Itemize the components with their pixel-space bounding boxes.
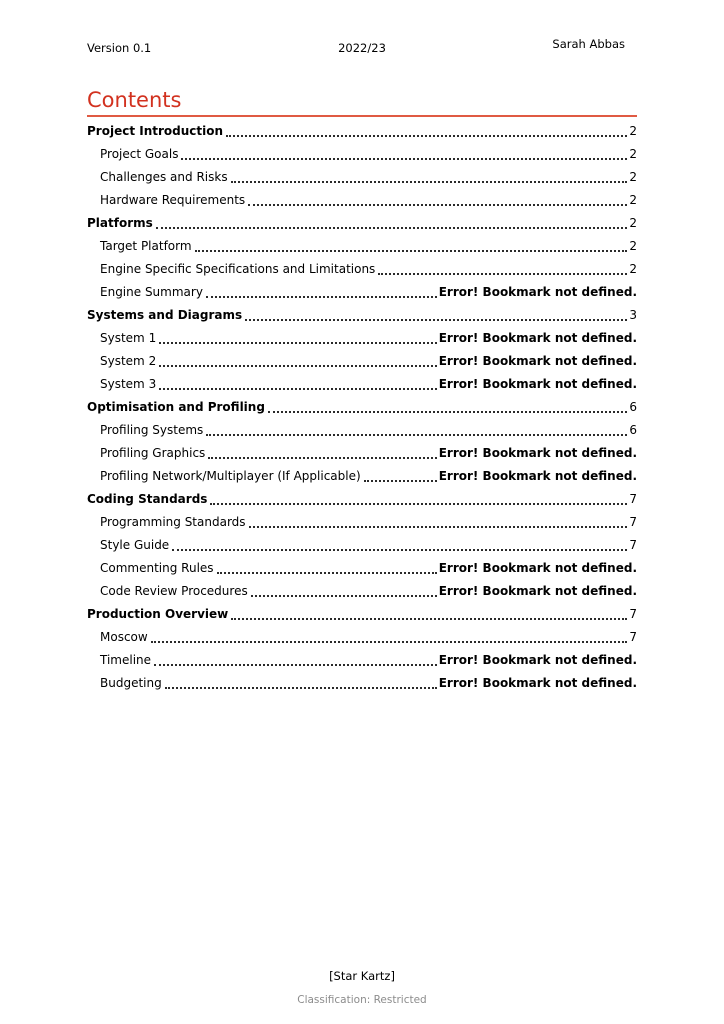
toc-entry[interactable] [87,372,637,395]
toc-entry-page: 2 [629,147,637,161]
dot-leader [251,595,437,597]
toc-entry[interactable] [87,487,637,510]
dot-leader [249,526,628,528]
toc-entry-page: 7 [629,492,637,506]
table-of-contents [87,119,637,694]
toc-entry[interactable] [87,349,637,372]
dot-leader [156,227,628,229]
header-year: 2022/23 [338,41,386,55]
toc-entry-error: Error! Bookmark not defined. [438,446,637,460]
toc-entry-label: Code Review Procedures [100,584,248,598]
dot-leader [159,342,437,344]
toc-entry-label: System 2 [100,354,157,368]
toc-entry-error: Error! Bookmark not defined. [438,354,637,368]
toc-entry[interactable] [87,326,637,349]
dot-leader [195,250,628,252]
toc-entry-label: Coding Standards [87,492,208,506]
footer-document-name: [Star Kartz] [329,969,395,983]
toc-entry-error: Error! Bookmark not defined. [438,653,637,667]
dot-leader [151,641,628,643]
toc-entry-error: Error! Bookmark not defined. [438,285,637,299]
toc-entry[interactable] [87,280,637,303]
toc-entry-error: Error! Bookmark not defined. [438,561,637,575]
toc-entry-error: Error! Bookmark not defined. [438,377,637,391]
toc-entry-page: 2 [629,193,637,207]
toc-entry-error: Error! Bookmark not defined. [438,584,637,598]
toc-entry-page: 7 [629,538,637,552]
dot-leader [217,572,437,574]
page-footer [0,964,724,1024]
page-header [87,0,637,60]
toc-entry-label: Profiling Systems [100,423,204,437]
toc-entry[interactable] [87,579,637,602]
toc-entry-page: 7 [629,630,637,644]
dot-leader [248,204,627,206]
dot-leader [206,434,627,436]
toc-entry-label: Budgeting [100,676,162,690]
toc-entry-page: 3 [629,308,637,322]
toc-entry[interactable] [87,533,637,556]
toc-entry-page: 2 [629,216,637,230]
toc-entry[interactable] [87,510,637,533]
toc-entry[interactable] [87,119,637,142]
toc-entry[interactable] [87,257,637,280]
toc-entry[interactable] [87,165,637,188]
toc-entry[interactable] [87,303,637,326]
dot-leader [231,618,627,620]
contents-title: Contents [87,88,182,112]
toc-entry-label: Commenting Rules [100,561,214,575]
toc-entry-error: Error! Bookmark not defined. [438,676,637,690]
toc-entry[interactable] [87,556,637,579]
toc-entry-label: Engine Specific Specifications and Limitations [100,262,376,276]
dot-leader [364,480,437,482]
dot-leader [154,664,437,666]
toc-entry[interactable] [87,648,637,671]
dot-leader [181,158,627,160]
dot-leader [159,365,437,367]
header-author: Sarah Abbas [552,37,625,51]
toc-entry[interactable] [87,234,637,257]
toc-entry[interactable] [87,142,637,165]
dot-leader [159,388,437,390]
toc-entry-page: 2 [629,239,637,253]
dot-leader [165,687,437,689]
toc-entry-label: Project Goals [100,147,179,161]
toc-entry-page: 6 [629,423,637,437]
toc-entry-label: Challenges and Risks [100,170,228,184]
toc-entry[interactable] [87,211,637,234]
toc-entry-label: Profiling Graphics [100,446,206,460]
toc-entry-label: Hardware Requirements [100,193,246,207]
toc-entry-label: Optimisation and Profiling [87,400,265,414]
dot-leader [206,296,437,298]
header-version: Version 0.1 [87,41,152,55]
footer-classification: Classification: Restricted [297,994,427,1006]
toc-entry-label: System 1 [100,331,157,345]
toc-entry-label: Style Guide [100,538,170,552]
toc-entry-label: Profiling Network/Multiplayer (If Applicable) [100,469,361,483]
dot-leader [378,273,627,275]
toc-entry-page: 2 [629,124,637,138]
toc-entry-label: Moscow [100,630,148,644]
dot-leader [172,549,627,551]
toc-entry[interactable] [87,395,637,418]
toc-entry-page: 7 [629,607,637,621]
toc-entry[interactable] [87,602,637,625]
toc-entry-page: 2 [629,262,637,276]
toc-entry[interactable] [87,418,637,441]
toc-entry-label: Systems and Diagrams [87,308,243,322]
toc-entry-error: Error! Bookmark not defined. [438,331,637,345]
toc-entry[interactable] [87,625,637,648]
dot-leader [210,503,627,505]
toc-entry-label: Timeline [100,653,152,667]
toc-entry-label: Platforms [87,216,153,230]
dot-leader [208,457,436,459]
dot-leader [268,411,627,413]
toc-entry-label: System 3 [100,377,157,391]
toc-entry[interactable] [87,671,637,694]
title-underline-rule [87,115,637,117]
dot-leader [231,181,628,183]
toc-entry-page: 7 [629,515,637,529]
toc-entry-label: Project Introduction [87,124,224,138]
toc-entry-page: 2 [629,170,637,184]
dot-leader [245,319,627,321]
toc-entry-label: Programming Standards [100,515,246,529]
toc-entry-error: Error! Bookmark not defined. [438,469,637,483]
toc-entry[interactable] [87,188,637,211]
dot-leader [226,135,627,137]
toc-entry-label: Production Overview [87,607,229,621]
toc-entry[interactable] [87,464,637,487]
toc-entry-label: Engine Summary [100,285,203,299]
toc-entry-label: Target Platform [100,239,192,253]
toc-entry-page: 6 [629,400,637,414]
toc-entry[interactable] [87,441,637,464]
